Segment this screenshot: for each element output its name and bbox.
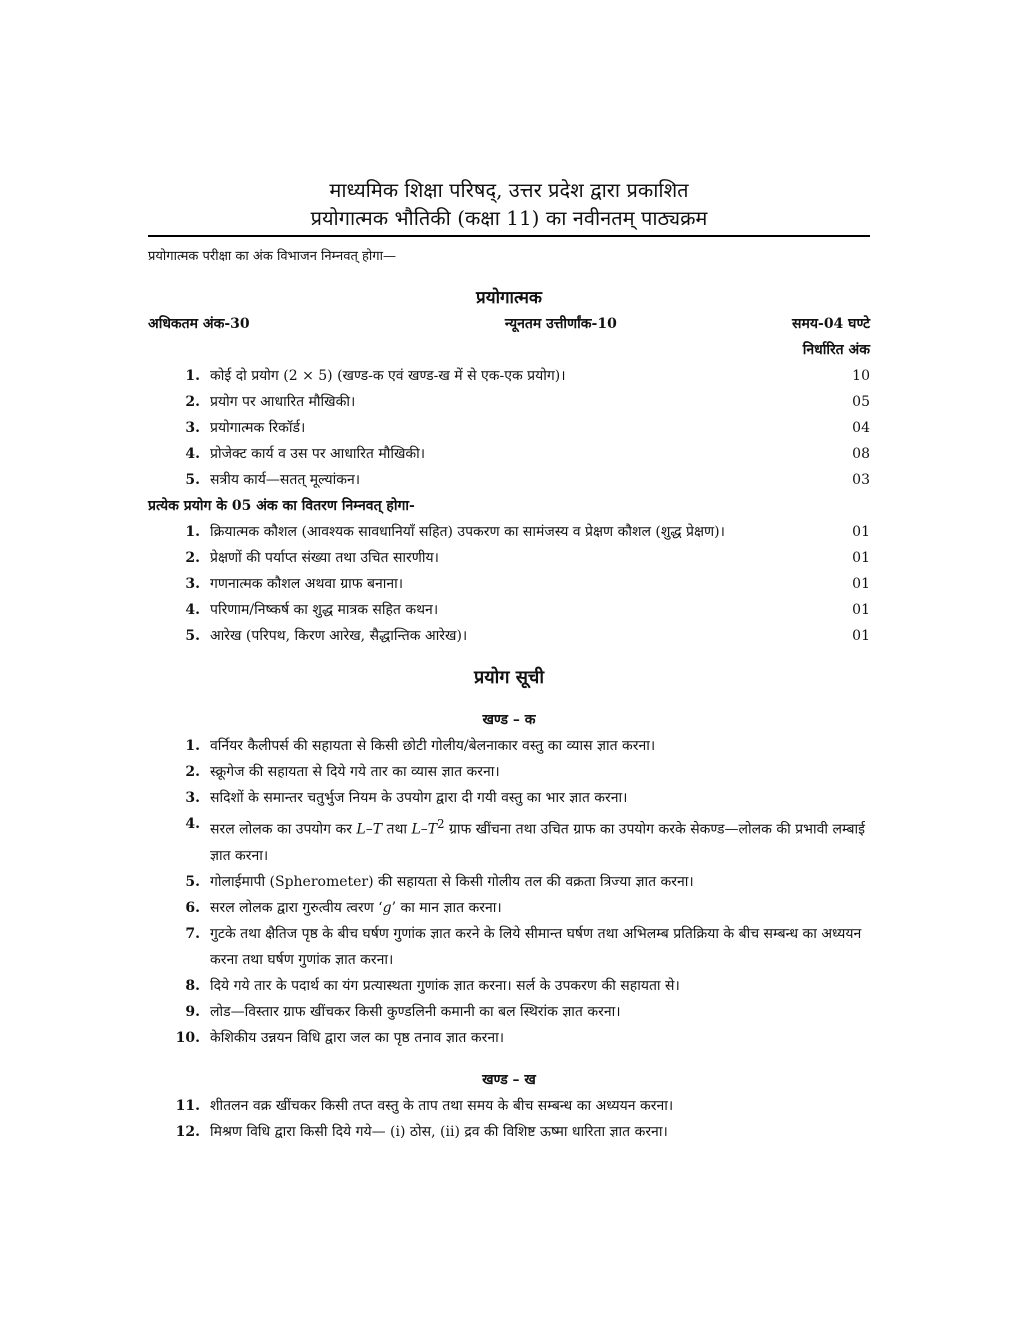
text-segment: सदिशों के समान्तर चतुर्भुज नियम के उपयोग द्वारा दी गयी वस्तु का भार ज्ञात करना। <box>210 790 628 806</box>
item-text <box>210 785 870 811</box>
item-number: 1. <box>185 524 200 540</box>
experiment-item <box>148 999 870 1025</box>
item-number: 9. <box>185 1003 200 1020</box>
text-segment: दिये गये तार के पदार्थ का यंग प्रत्यास्थता गुणांक ज्ञात करना। सर्ल के उपकरण की सहायता से। <box>210 977 680 994</box>
text-segment: सरल लोलक द्वारा गुरुत्वीय त्वरण ‘ <box>210 899 383 916</box>
item-number: 8. <box>185 977 200 994</box>
experiment-item <box>148 759 870 785</box>
item-text: आरेख (परिपथ, किरण आरेख, सैद्धान्तिक आरेख)। <box>210 628 468 644</box>
marks-row <box>148 623 870 649</box>
item-marks: 01 <box>852 550 870 566</box>
text-segment: तथा <box>382 821 412 838</box>
item-number: 5. <box>185 873 200 890</box>
math-text: L–T <box>356 821 383 838</box>
marks-row <box>148 519 870 545</box>
exam-stats <box>148 311 870 337</box>
text-segment: गोलाईमापी (Spherometer) की सहायता से किसी गोलीय तल की वक्रता त्रिज्या ज्ञात करना। <box>210 873 694 890</box>
section-a-title: खण्ड – क <box>482 712 536 728</box>
experiment-item <box>148 811 870 869</box>
experiment-item <box>148 1093 870 1119</box>
text-segment: ’ का मान ज्ञात करना। <box>391 899 502 916</box>
item-number: 5. <box>185 628 200 644</box>
section-a-list <box>148 733 870 1051</box>
marks-column-header: निर्धारित अंक <box>802 342 870 358</box>
item-number: 2. <box>185 394 200 410</box>
item-marks: 08 <box>852 446 870 462</box>
item-text <box>210 999 870 1025</box>
item-text: प्रयोगात्मक रिकॉर्ड। <box>210 420 306 436</box>
item-text <box>210 759 870 785</box>
item-marks: 01 <box>852 524 870 540</box>
experiment-item <box>148 733 870 759</box>
item-text <box>210 733 870 759</box>
experiment-item <box>148 973 870 999</box>
experiment-item <box>148 895 870 921</box>
section-b-list <box>148 1093 870 1145</box>
item-text: सत्रीय कार्य—सतत् मूल्यांकन। <box>210 472 361 488</box>
item-number: 3. <box>185 576 200 592</box>
title-line-1: माध्यमिक शिक्षा परिषद्, उत्तर प्रदेश द्वारा प्रकाशित <box>329 178 689 202</box>
experiment-item <box>148 1025 870 1051</box>
item-text <box>210 869 870 895</box>
item-marks: 01 <box>852 576 870 592</box>
item-text <box>210 895 870 921</box>
text-segment: केशिकीय उन्नयन विधि द्वारा जल का पृष्ठ तनाव ज्ञात करना। <box>210 1029 505 1046</box>
experiment-item <box>148 785 870 811</box>
marks-row <box>148 545 870 571</box>
item-text <box>210 973 870 999</box>
item-text: गणनात्मक कौशल अथवा ग्राफ बनाना। <box>210 576 404 592</box>
text-segment: ग्राफ खींचना तथा उचित ग्राफ का उपयोग करके सेकण्ड—लोलक की प्रभावी लम्बाई ज्ञात करना। <box>210 821 866 864</box>
text-segment: वर्नियर कैलीपर्स की सहायता से किसी छोटी गोलीय/बेलनाकार वस्तु का व्यास ज्ञात करना। <box>210 738 656 754</box>
math-text: g <box>382 899 392 916</box>
marks-row <box>148 389 870 415</box>
item-number: 2. <box>185 764 200 780</box>
experiment-list-heading: प्रयोग सूची <box>473 667 544 688</box>
section-b-title: खण्ड – ख <box>482 1071 536 1088</box>
exam-time: समय-04 घण्टे <box>792 316 870 332</box>
text-segment: शीतलन वक्र खींचकर किसी तप्त वस्तु के ताप तथा समय के बीच सम्बन्ध का अध्ययन करना। <box>210 1097 674 1114</box>
marks-row <box>148 363 870 389</box>
item-number: 6. <box>185 899 200 916</box>
item-text <box>210 811 870 869</box>
text-segment: लोड—विस्तार ग्राफ खींचकर किसी कुण्डलिनी कमानी का बल स्थिरांक ज्ञात करना। <box>210 1003 621 1020</box>
header-divider <box>148 235 870 237</box>
item-text <box>210 1119 870 1145</box>
distribution-list <box>148 519 870 649</box>
item-marks: 04 <box>852 420 870 436</box>
experiment-item <box>148 869 870 895</box>
item-marks: 01 <box>852 602 870 618</box>
item-text <box>210 1025 870 1051</box>
item-number: 1. <box>185 368 200 384</box>
math-text: 2 <box>437 817 445 831</box>
practical-heading: प्रयोगात्मक <box>476 288 542 308</box>
intro-text: प्रयोगात्मक परीक्षा का अंक विभाजन निम्नवत् होगा— <box>148 249 396 264</box>
experiment-item <box>148 1119 870 1145</box>
item-number: 5. <box>185 472 200 488</box>
item-text: प्रोजेक्ट कार्य व उस पर आधारित मौखिकी। <box>210 446 426 462</box>
marks-row <box>148 415 870 441</box>
item-text: परिणाम/निष्कर्ष का शुद्ध मात्रक सहित कथन। <box>210 602 439 618</box>
item-marks: 03 <box>852 472 870 488</box>
item-text: कोई दो प्रयोग (2 × 5) (खण्ड-क एवं खण्ड-ख में से एक-एक प्रयोग)। <box>210 368 566 384</box>
item-number: 12. <box>175 1123 200 1140</box>
item-number: 3. <box>185 790 200 806</box>
item-number: 7. <box>185 925 200 942</box>
distribution-heading: प्रत्येक प्रयोग के 05 अंक का वितरण निम्नवत् होगा- <box>148 498 415 514</box>
marks-row <box>148 571 870 597</box>
text-segment: स्क्रूगेज की सहायता से दिये गये तार का व्यास ज्ञात करना। <box>210 764 500 780</box>
item-marks: 01 <box>852 628 870 644</box>
max-marks: अधिकतम अंक-30 <box>148 316 250 332</box>
item-marks: 05 <box>852 394 870 410</box>
item-number: 3. <box>185 420 200 436</box>
item-number: 4. <box>185 816 200 832</box>
item-number: 4. <box>185 446 200 462</box>
item-number: 10. <box>175 1029 200 1046</box>
syllabus-document <box>148 176 870 1145</box>
item-marks: 10 <box>852 368 870 384</box>
item-text: प्रयोग पर आधारित मौखिकी। <box>210 394 356 410</box>
min-pass-marks: न्यूनतम उत्तीर्णांक-10 <box>504 316 617 332</box>
math-text: L–T <box>411 821 438 838</box>
item-number: 11. <box>175 1097 200 1114</box>
text-segment: मिश्रण विधि द्वारा किसी दिये गये— (i) ठोस, (ii) द्रव की विशिष्ट ऊष्मा धारिता ज्ञात करना। <box>210 1123 668 1140</box>
experiment-item <box>148 921 870 973</box>
item-number: 4. <box>185 602 200 618</box>
item-text: प्रेक्षणों की पर्याप्त संख्या तथा उचित सारणीय। <box>210 550 439 566</box>
marks-row <box>148 467 870 493</box>
item-text <box>210 1093 870 1119</box>
item-number: 2. <box>185 550 200 566</box>
item-text: क्रियात्मक कौशल (आवश्यक सावधानियाँ सहित) उपकरण का सामंजस्य व प्रेक्षण कौशल (शुद्ध प्रेक्षण)। <box>210 524 725 540</box>
marks-row <box>148 441 870 467</box>
item-number: 1. <box>185 738 200 754</box>
title-line-2: प्रयोगात्मक भौतिकी (कक्षा 11) का नवीनतम् पाठ्यक्रम <box>310 206 708 230</box>
marks-row <box>148 597 870 623</box>
item-text <box>210 921 870 973</box>
text-segment: सरल लोलक का उपयोग कर <box>210 821 357 838</box>
practical-marks-list <box>148 363 870 493</box>
text-segment: गुटके तथा क्षैतिज पृष्ठ के बीच घर्षण गुणांक ज्ञात करने के लिये सीमान्त घर्षण तथा अभिलम्ब प्रतिक्रिया के बीच सम्बन्ध का अध्ययन करना तथा घर्षण गुणांक ज्ञात करना। <box>210 925 862 968</box>
